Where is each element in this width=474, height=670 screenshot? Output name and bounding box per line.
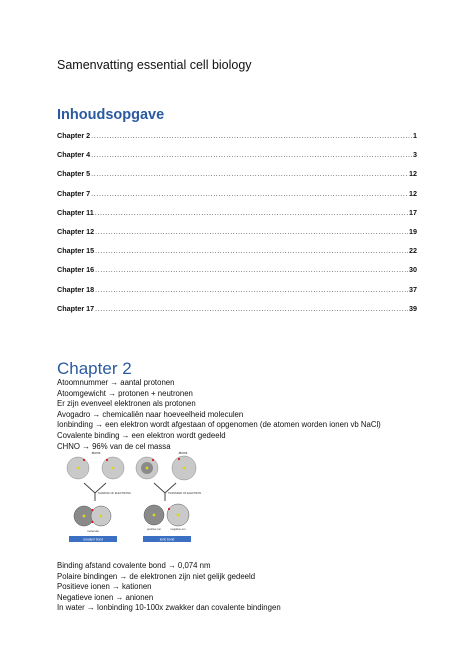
toc-entry-label: Chapter 18 <box>57 284 95 294</box>
toc-entry-page: 30 <box>409 265 417 275</box>
toc-entry-label: Chapter 2 <box>57 131 91 140</box>
negative-ion-nucleus <box>177 514 180 517</box>
note-line: Positieve ionen → kationen <box>57 582 152 592</box>
document-title: Samenvatting essential cell biology <box>57 58 252 72</box>
negative-ion-label: negative ion <box>170 527 186 531</box>
left-atom-2-nucleus <box>112 467 115 470</box>
positive-ion-nucleus <box>153 514 156 517</box>
toc-entry-label: Chapter 17 <box>57 303 95 313</box>
chapter-notes-bottom <box>57 561 281 614</box>
table-of-contents <box>57 131 417 323</box>
toc-entry-chapter-7[interactable] <box>57 189 417 208</box>
toc-entry-page: 12 <box>409 188 417 198</box>
left-caption: covalent bond <box>83 537 103 542</box>
note-line: Atoomgewicht → protonen + neutronen <box>57 388 193 398</box>
left-atoms-label: atoms <box>91 451 101 455</box>
note-line: CHNO → 96% van de cel massa <box>57 441 171 451</box>
left-atom-1-nucleus <box>77 467 80 470</box>
note-line: Negatieve ionen → anionen <box>57 592 154 602</box>
toc-leader-dots <box>95 246 408 255</box>
positive-ion-label: positive ion <box>147 527 161 531</box>
toc-entry-chapter-2[interactable] <box>57 131 417 150</box>
toc-entry-chapter-18[interactable] <box>57 285 417 304</box>
left-molecule-nucleus-1 <box>83 515 86 518</box>
toc-entry-page: 1 <box>413 131 417 140</box>
toc-entry-chapter-17[interactable] <box>57 304 417 323</box>
note-line: In water → Ionbinding 10-100x zwakker dan covalente bindingen <box>57 603 281 613</box>
toc-entry-label: Chapter 15 <box>57 246 95 256</box>
toc-entry-page: 22 <box>409 246 417 256</box>
toc-entry-page: 12 <box>409 169 417 179</box>
note-line: Er zijn evenveel elektronen als protonen <box>57 399 196 409</box>
toc-leader-dots <box>95 227 408 236</box>
left-molecule-label: molecule <box>86 529 100 533</box>
left-molecule-nucleus-2 <box>100 515 103 518</box>
bond-diagram <box>63 449 218 553</box>
right-atom-1-electron <box>152 459 154 461</box>
toc-entry-page: 17 <box>409 207 417 217</box>
note-line: Avogadro → chemicaliën naar hoeveelheid moleculen <box>57 409 244 419</box>
toc-entry-label: Chapter 12 <box>57 226 95 236</box>
toc-leader-dots <box>91 169 408 178</box>
toc-leader-dots <box>95 265 408 274</box>
note-line: Covalente binding → een elektron wordt gedeeld <box>57 430 226 440</box>
toc-entry-label: Chapter 11 <box>57 207 94 217</box>
toc-leader-dots <box>91 150 412 159</box>
shared-electron-2 <box>91 521 93 523</box>
toc-entry-page: 19 <box>409 226 417 236</box>
toc-entry-label: Chapter 5 <box>57 169 91 179</box>
left-atom-2-electron <box>106 459 108 461</box>
right-arrow-label: TRANSFER OF ELECTRON <box>168 492 202 495</box>
right-atom-2-nucleus <box>183 467 186 470</box>
chapter-notes-top <box>57 378 381 452</box>
right-caption: ionic bond <box>159 537 175 542</box>
toc-leader-dots <box>95 304 408 313</box>
left-atom-1-electron <box>83 459 85 461</box>
note-line: Binding afstand covalente bond → 0,074 nm <box>57 561 211 570</box>
toc-entry-label: Chapter 4 <box>57 150 91 160</box>
shared-electron-1 <box>91 509 93 511</box>
right-atom-1-nucleus <box>146 467 149 470</box>
note-line: Polaire bindingen → de elektronen zijn niet gelijk gedeeld <box>57 571 256 581</box>
toc-entry-label: Chapter 7 <box>57 188 91 198</box>
toc-entry-page: 37 <box>409 284 417 294</box>
right-atoms-label: atoms <box>178 451 188 455</box>
toc-entry-chapter-15[interactable] <box>57 246 417 265</box>
toc-entry-chapter-5[interactable] <box>57 169 417 188</box>
chapter-heading: Chapter 2 <box>57 359 132 378</box>
left-arrow-label: SHARING OF ELECTRONS <box>98 492 131 495</box>
toc-entry-chapter-11[interactable] <box>57 208 417 227</box>
toc-entry-page: 39 <box>409 303 417 313</box>
right-atom-2-electron <box>178 458 180 460</box>
note-line: Ionbinding → een elektron wordt afgestaan of opgenomen (de atomen worden ionen vb NaCl) <box>57 420 381 430</box>
toc-entry-page: 3 <box>413 150 417 160</box>
toc-entry-chapter-16[interactable] <box>57 265 417 284</box>
toc-leader-dots <box>95 285 408 294</box>
toc-entry-label: Chapter 16 <box>57 265 95 275</box>
toc-entry-chapter-4[interactable] <box>57 150 417 169</box>
toc-leader-dots <box>95 208 408 217</box>
toc-heading: Inhoudsopgave <box>57 107 165 123</box>
toc-leader-dots <box>91 189 408 198</box>
toc-leader-dots <box>91 131 412 140</box>
note-line: Atoomnummer → aantal protonen <box>57 378 175 387</box>
transferred-electron <box>168 508 170 510</box>
toc-entry-chapter-12[interactable] <box>57 227 417 246</box>
